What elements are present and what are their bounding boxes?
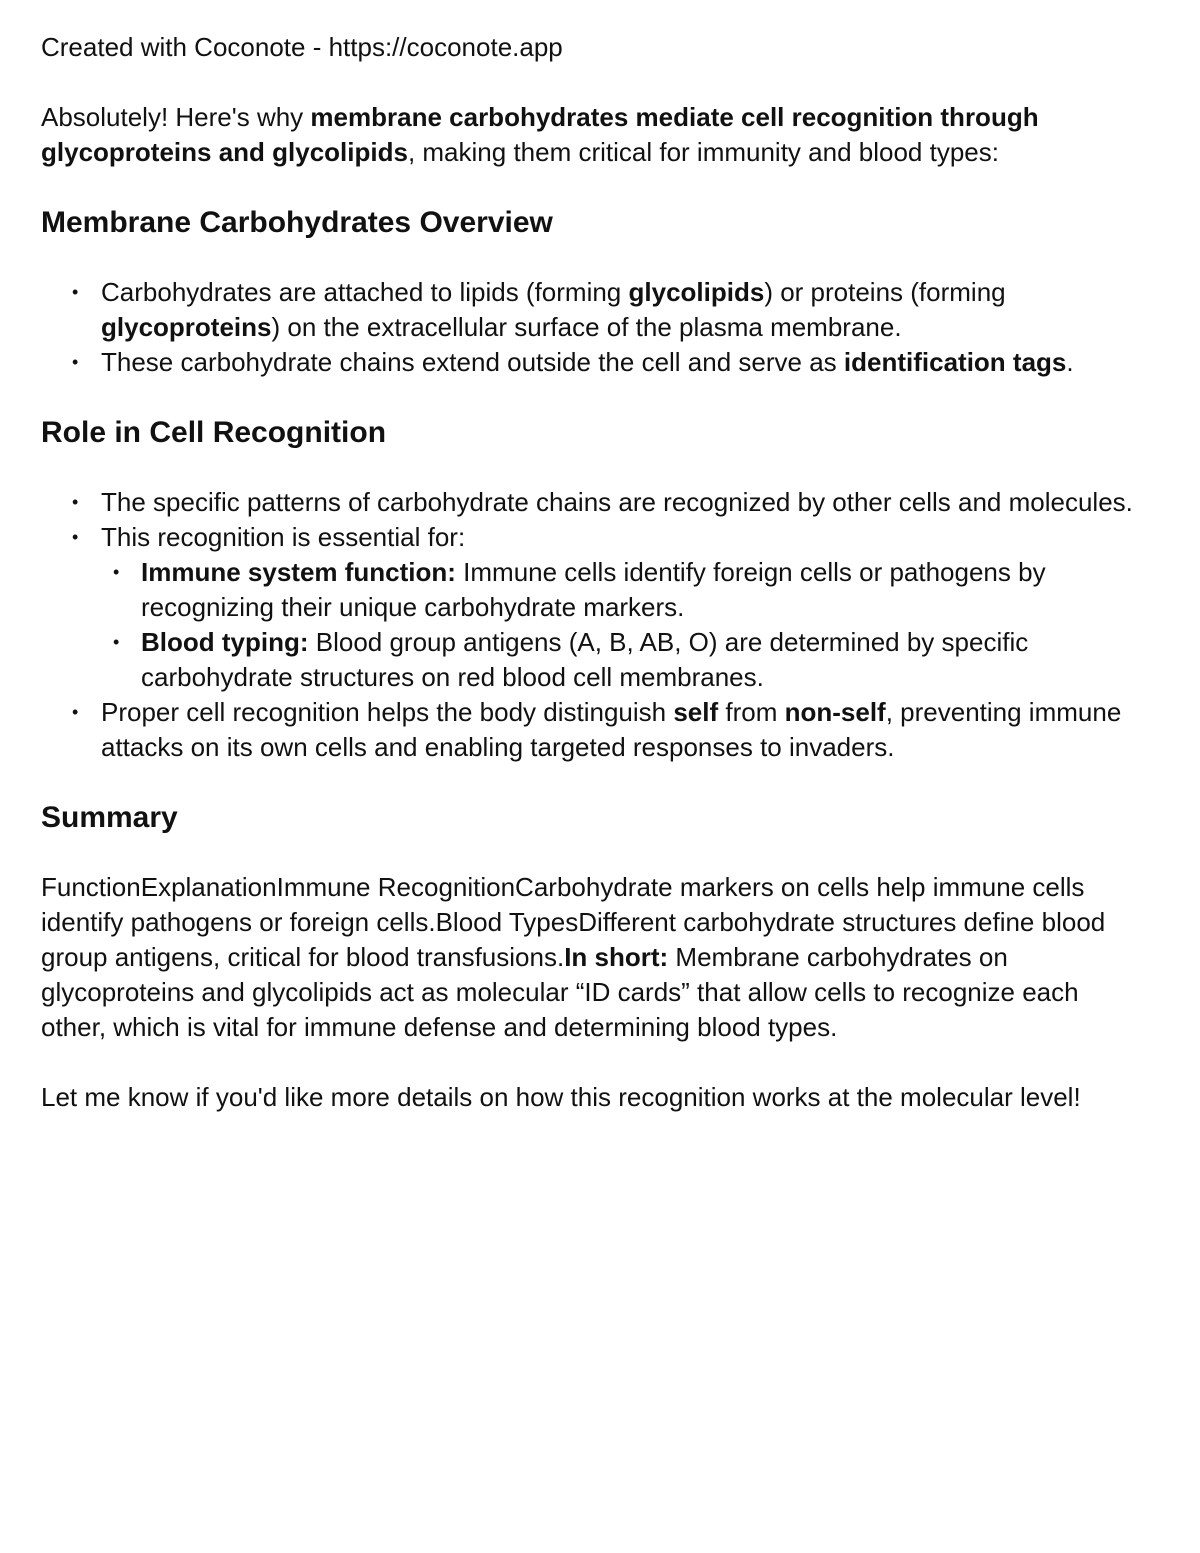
heading-role: Role in Cell Recognition <box>41 416 387 449</box>
list-item <box>41 275 1141 345</box>
sub-list-item <box>101 625 1141 695</box>
text: This recognition is essential for: <box>101 522 466 552</box>
intro-bold: membrane carbohydrates mediate cell recognition through glycoproteins and glycolipids <box>41 102 1039 167</box>
bold-term: identification tags <box>843 347 1067 377</box>
text: ) or proteins (forming <box>764 277 1006 307</box>
created-with-line: Created with Coconote - https://coconote.app <box>41 32 563 62</box>
in-short-label: In short: <box>564 942 669 972</box>
text: Blood group antigens (A, B, AB, O) are determined by specific carbohydrate structures on red blood cell membranes. <box>141 627 1029 692</box>
list-item <box>41 520 1141 695</box>
text: ) on the extracellular surface of the plasma membrane. <box>271 312 902 342</box>
in-short-text: Membrane carbohydrates on glycoproteins and glycolipids act as molecular “ID cards” that allow cells to recognize each other, which is vital for immune defense and determining blood types. <box>41 942 1079 1042</box>
summary-table-text: FunctionExplanationImmune RecognitionCarbohydrate markers on cells help immune cells identify pathogens or foreign cells.Blood TypesDifferent carbohydrate structures define blood group antigens, critical for blood transfusions. <box>41 872 1106 972</box>
recognition-list <box>41 485 1141 765</box>
bold-term: glycolipids <box>628 277 765 307</box>
document-page <box>41 30 1141 1115</box>
text: from <box>718 697 785 727</box>
bold-term: glycoproteins <box>101 312 272 342</box>
sub-list <box>101 555 1141 695</box>
list-item <box>41 695 1141 765</box>
overview-list <box>41 275 1141 380</box>
text: Carbohydrates are attached to lipids (forming <box>101 277 629 307</box>
text: These carbohydrate chains extend outside the cell and serve as <box>101 347 844 377</box>
summary-paragraph <box>41 870 1141 1045</box>
text: Proper cell recognition helps the body distinguish <box>101 697 674 727</box>
list-item: • The specific patterns of carbohydrate chains are recognized by other cells and molecules. <box>41 485 1141 520</box>
bold-term: non-self <box>784 697 886 727</box>
bold-term: self <box>673 697 719 727</box>
list-item <box>41 345 1141 380</box>
text: Immune cells identify foreign cells or pathogens by recognizing their unique carbohydrate markers. <box>141 557 1046 622</box>
heading-overview: Membrane Carbohydrates Overview <box>41 206 553 239</box>
intro-paragraph <box>41 100 1141 170</box>
intro-tail: , making them critical for immunity and blood types: <box>407 137 999 167</box>
bold-term: Immune system function: <box>141 557 456 587</box>
sub-list-item <box>101 555 1141 625</box>
text: , preventing immune attacks on its own cells and enabling targeted responses to invaders. <box>101 697 1122 762</box>
intro-lead: Absolutely! Here's why <box>41 102 311 132</box>
text: . <box>1066 347 1074 377</box>
bold-term: Blood typing: <box>141 627 309 657</box>
heading-summary: Summary <box>41 801 178 834</box>
closing-paragraph: Let me know if you'd like more details on how this recognition works at the molecular level! <box>41 1082 1081 1112</box>
